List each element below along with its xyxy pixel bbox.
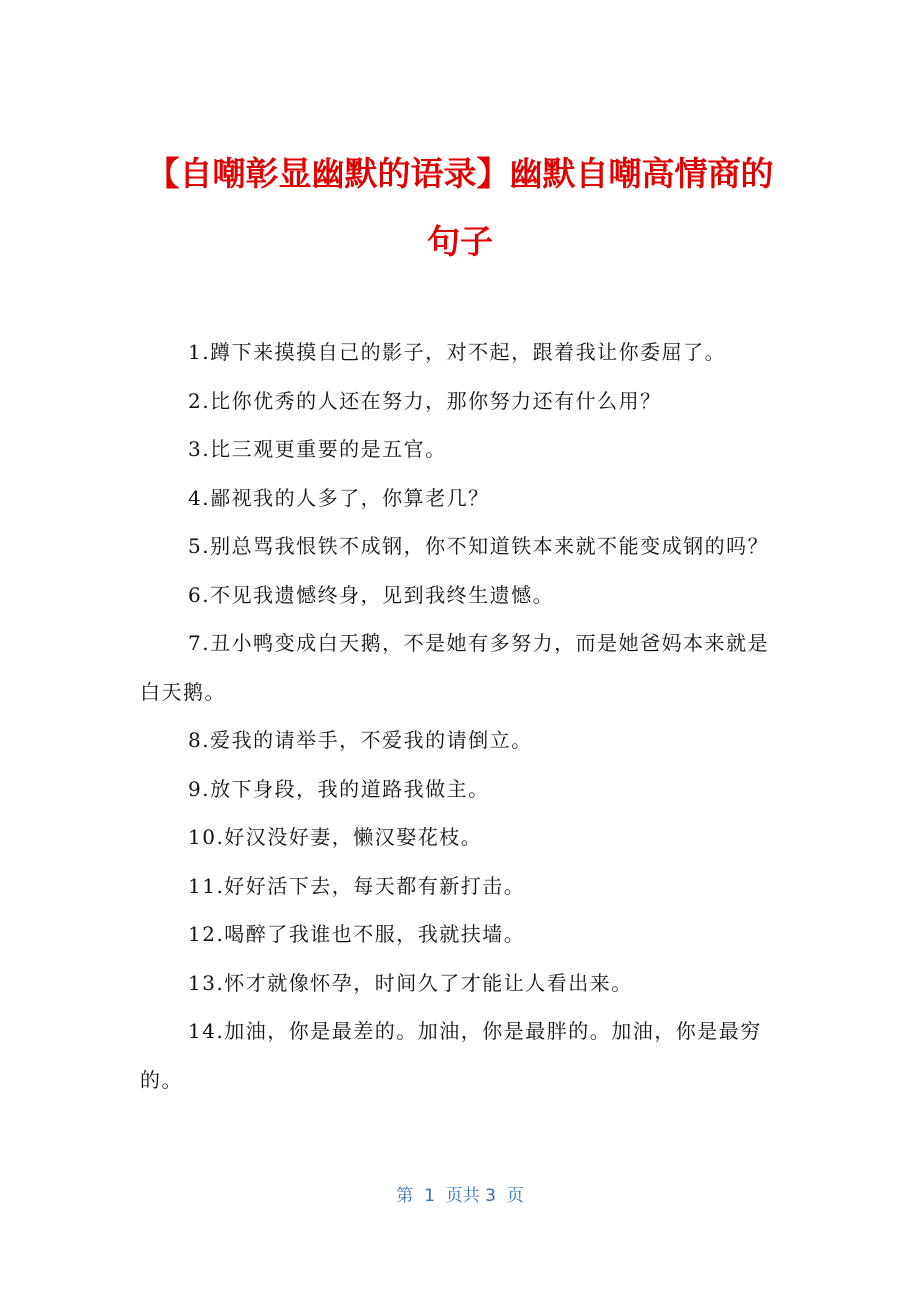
document-title xyxy=(120,140,800,276)
list-item: 5.别总骂我恨铁不成钢，你不知道铁本来就不能变成钢的吗？ xyxy=(188,534,770,558)
title-line-2: 句子 xyxy=(427,222,493,261)
list-item: 14.加油，你是最差的。加油，你是最胖的。加油，你是最穷的。 xyxy=(140,1019,762,1092)
list-item: 2.比你优秀的人还在努力，那你努力还有什么用？ xyxy=(188,388,662,413)
list-item: 1.蹲下来摸摸自己的影子，对不起，跟着我让你委屈了。 xyxy=(188,340,727,364)
list-item: 12.喝醉了我谁也不服，我就扶墙。 xyxy=(188,922,526,946)
list-item: 11.好好活下去，每天都有新打击。 xyxy=(188,873,526,898)
list-item: 8.爱我的请举手，不爱我的请倒立。 xyxy=(188,728,533,752)
page-footer: 第 1 页共 3 页 xyxy=(396,1186,524,1206)
list-item: 10.好汉没好妻，懒汉娶花枝。 xyxy=(188,825,483,849)
list-item: 6.不见我遗憾终身，见到我终生遗憾。 xyxy=(188,582,555,607)
quote-list xyxy=(140,328,780,1104)
list-item: 7.丑小鸭变成白天鹅，不是她有多努力，而是她爸妈本来就是白天鹅。 xyxy=(140,631,770,704)
title-line-1: 【自嘲彰显幽默的语录】幽默自嘲高情商的 xyxy=(146,154,774,193)
list-item: 3.比三观更重要的是五官。 xyxy=(188,437,447,461)
list-item: 9.放下身段，我的道路我做主。 xyxy=(188,776,490,801)
list-item: 4.鄙视我的人多了，你算老几？ xyxy=(188,485,490,510)
list-item: 13.怀才就像怀孕，时间久了才能让人看出来。 xyxy=(188,970,633,995)
